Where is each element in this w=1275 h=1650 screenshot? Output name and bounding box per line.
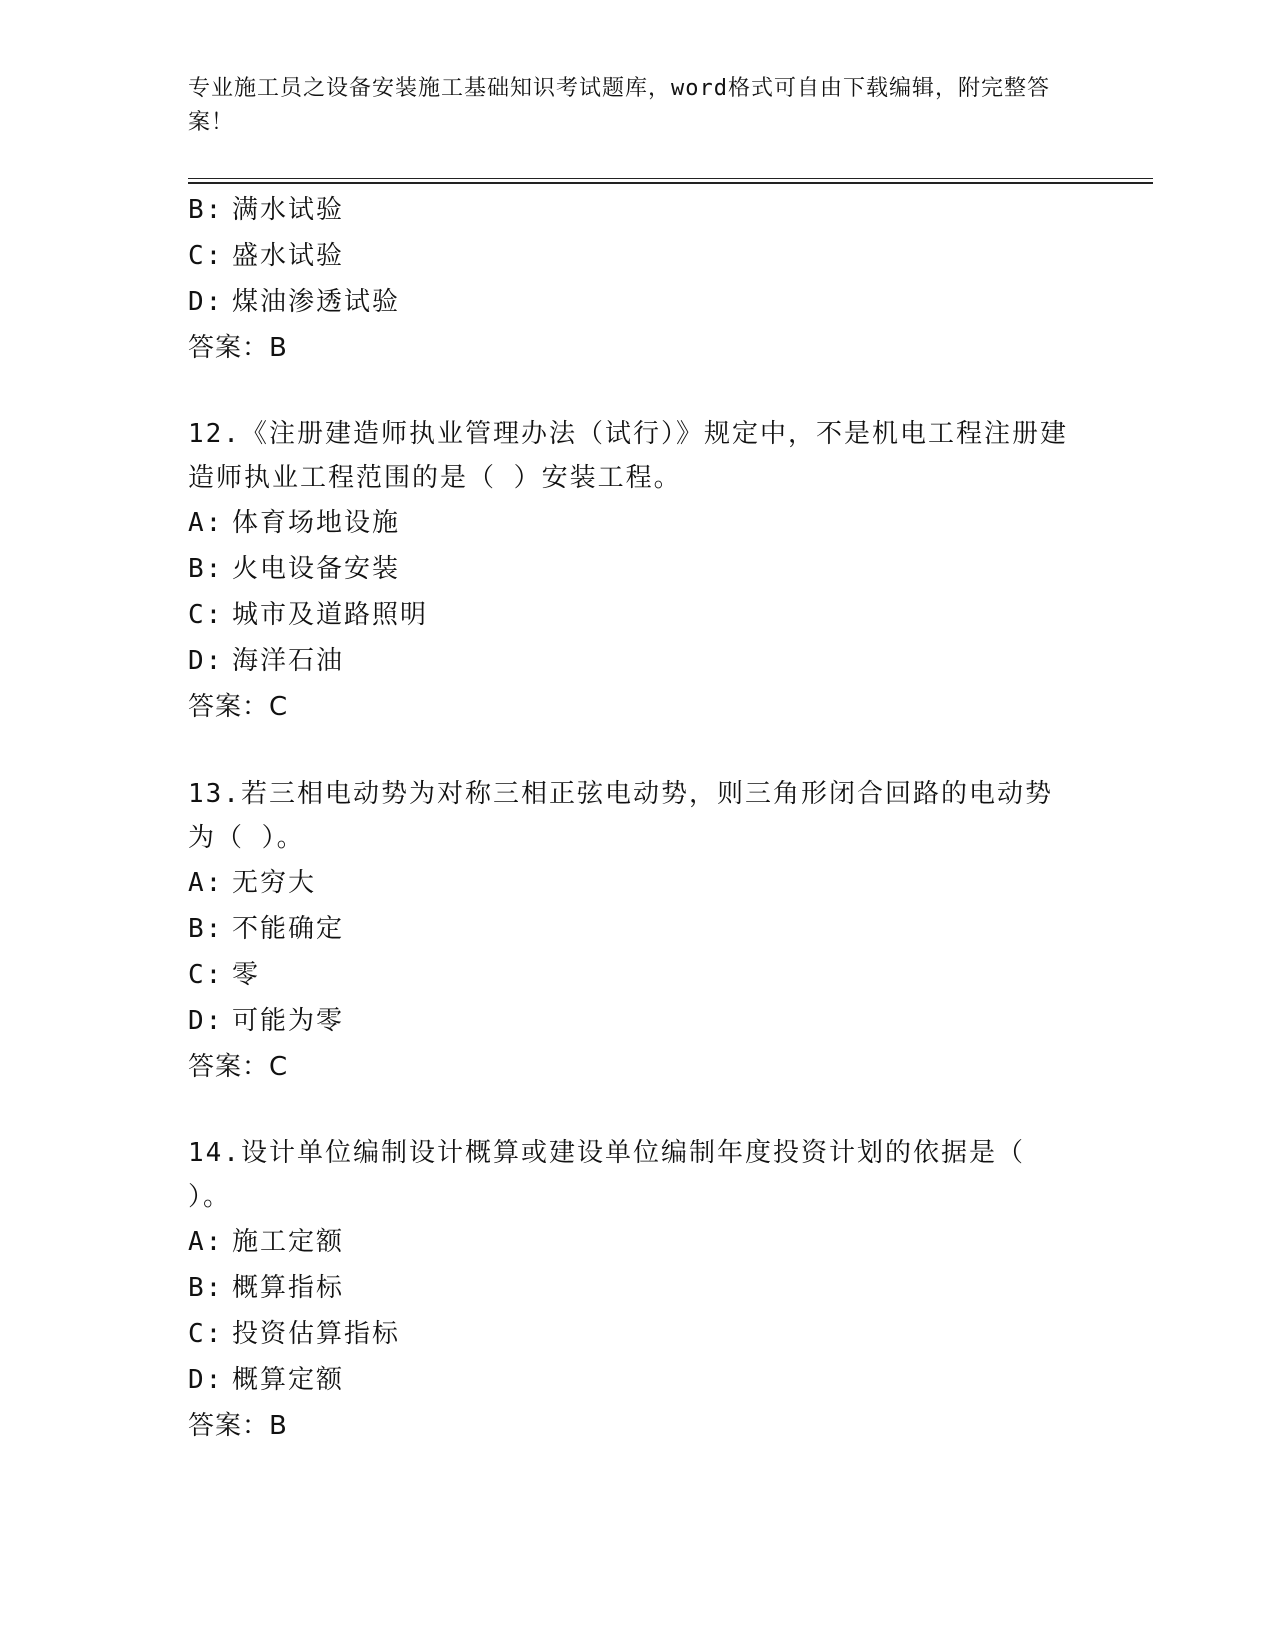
- option-c: C: 城市及道路照明: [188, 600, 429, 630]
- page-header: 专业施工员之设备安装施工基础知识考试题库，word格式可自由下载编辑，附完整答案！: [188, 76, 1050, 135]
- header-divider: [188, 178, 1153, 179]
- question-12: [188, 412, 1088, 730]
- option-a: A: 无穷大: [188, 868, 317, 898]
- header-divider-thick: [188, 182, 1153, 184]
- question-14: [188, 1131, 1088, 1449]
- option-c: C: 盛水试验: [188, 241, 345, 271]
- option-a: A: 体育场地设施: [188, 508, 401, 538]
- option-b: B: 不能确定: [188, 914, 345, 944]
- option-b: B: 满水试验: [188, 195, 345, 225]
- option-c: C: 投资估算指标: [188, 1319, 401, 1349]
- option-b: B: 概算指标: [188, 1273, 345, 1303]
- answer-line: 答案：B: [188, 1411, 288, 1441]
- option-a: A: 施工定额: [188, 1227, 345, 1257]
- option-b: B: 火电设备安装: [188, 554, 401, 584]
- option-d: D: 可能为零: [188, 1006, 345, 1036]
- option-d: D: 概算定额: [188, 1365, 345, 1395]
- option-d: D: 煤油渗透试验: [188, 287, 401, 317]
- answer-line: 答案：C: [188, 1052, 289, 1082]
- option-d: D: 海洋石油: [188, 646, 345, 676]
- question-fragment: [188, 187, 1088, 371]
- answer-line: 答案：B: [188, 333, 288, 363]
- question-text: 13.若三相电动势为对称三相正弦电动势，则三角形闭合回路的电动势为（ ）。: [188, 779, 1053, 853]
- question-text: 14.设计单位编制设计概算或建设单位编制年度投资计划的依据是（ ）。: [188, 1138, 1025, 1212]
- question-text: 12.《注册建造师执业管理办法（试行）》规定中，不是机电工程注册建造师执业工程范围的是（ ）安装工程。: [188, 419, 1068, 493]
- answer-line: 答案：C: [188, 692, 289, 722]
- option-c: C: 零: [188, 960, 261, 990]
- question-13: [188, 772, 1088, 1090]
